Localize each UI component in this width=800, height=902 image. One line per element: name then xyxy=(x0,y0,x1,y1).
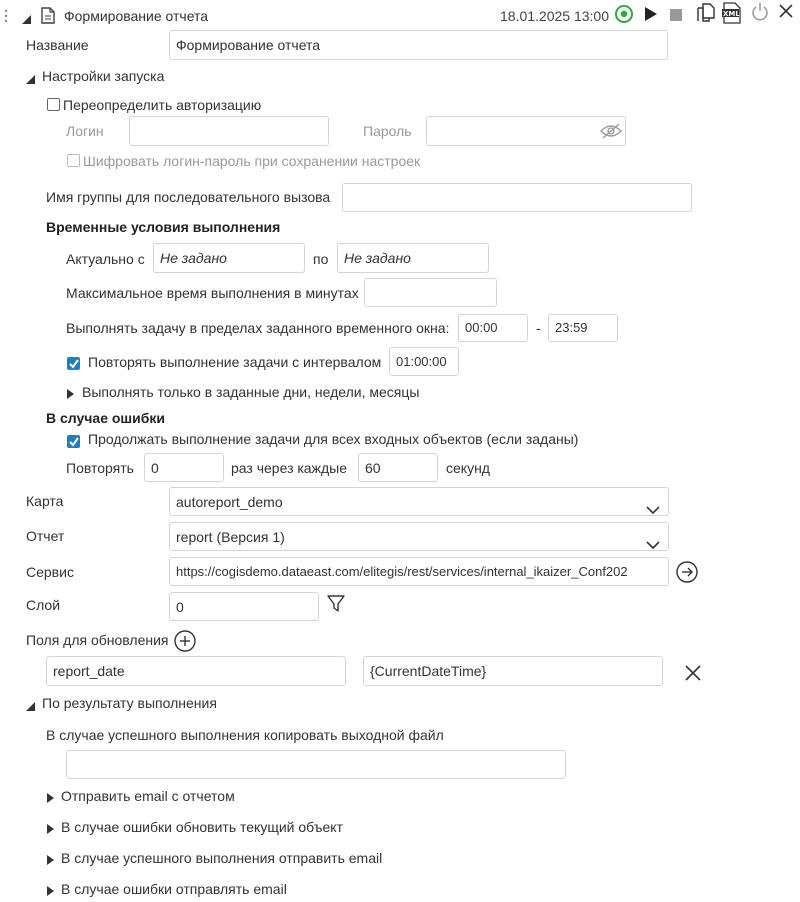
repeat-checkbox[interactable] xyxy=(67,357,80,370)
to-label: по xyxy=(313,251,329,267)
group-name-input[interactable] xyxy=(342,183,692,212)
time-window-from-input[interactable]: 00:00 xyxy=(458,314,528,342)
close-icon[interactable] xyxy=(779,4,793,21)
on-error-heading: В случае ошибки xyxy=(46,410,165,426)
override-auth-label: Переопределить авторизацию xyxy=(63,97,262,113)
retry-seconds-input[interactable]: 60 xyxy=(358,453,438,482)
stop-icon[interactable] xyxy=(670,8,682,24)
expand-icon[interactable] xyxy=(47,821,54,837)
svg-text:XML: XML xyxy=(723,10,740,18)
map-select-value: autoreport_demo xyxy=(176,494,283,510)
update-on-error-item[interactable]: В случае ошибки обновить текущий объект xyxy=(61,819,343,835)
chevron-down-icon xyxy=(646,496,660,516)
encrypt-checkbox[interactable] xyxy=(67,154,80,167)
copy-output-label: В случае успешного выполнения копировать выходной файл xyxy=(46,727,444,743)
repeat-label: Повторять выполнение задачи с интервалом xyxy=(88,354,382,370)
report-label: Отчет xyxy=(26,528,65,544)
map-select[interactable] xyxy=(169,487,669,516)
layer-input[interactable]: 0 xyxy=(169,592,319,621)
time-window-to-input[interactable]: 23:59 xyxy=(548,314,618,342)
status-active-icon xyxy=(614,4,634,27)
collapse-triangle-icon[interactable] xyxy=(22,11,31,27)
filter-icon[interactable] xyxy=(327,595,345,616)
expand-icon[interactable] xyxy=(47,852,54,868)
fields-label: Поля для обновления xyxy=(26,632,169,648)
override-auth-checkbox[interactable] xyxy=(47,98,60,111)
time-window-label: Выполнять задачу в пределах заданного временного окна: xyxy=(66,320,450,336)
document-icon xyxy=(41,7,55,27)
login-input[interactable] xyxy=(129,116,329,146)
field-name-input[interactable]: report_date xyxy=(46,656,346,686)
days-weeks-months-label[interactable]: Выполнять только в заданные дни, недели, месяцы xyxy=(82,384,420,400)
name-label: Название xyxy=(26,37,89,53)
task-datetime: 18.01.2025 13:00 xyxy=(500,8,609,24)
email-on-error-item[interactable]: В случае ошибки отправлять email xyxy=(61,881,287,897)
launch-settings-header[interactable]: Настройки запуска xyxy=(42,68,165,84)
encrypt-label: Шифровать логин-пароль при сохранении настроек xyxy=(83,153,421,169)
repeat-interval-input[interactable]: 01:00:00 xyxy=(389,347,459,376)
actual-from-label: Актуально с xyxy=(66,251,145,267)
time-conditions-heading: Временные условия выполнения xyxy=(46,219,281,235)
power-icon[interactable] xyxy=(750,2,770,25)
retry-every-label: раз через каждые xyxy=(231,460,347,476)
email-on-success-item[interactable]: В случае успешного выполнения отправить email xyxy=(61,850,383,866)
copy-output-input[interactable] xyxy=(66,750,566,779)
service-input[interactable]: https://cogisdemo.dataeast.com/elitegis/rest/services/internal_ikaizer_Conf202 xyxy=(169,557,669,586)
name-input[interactable]: Формирование отчета xyxy=(169,30,668,60)
section-expanded-icon[interactable] xyxy=(26,698,35,714)
xml-export-icon[interactable] xyxy=(722,2,742,27)
section-expanded-icon[interactable] xyxy=(26,71,35,87)
password-input[interactable] xyxy=(426,116,626,146)
seconds-label: секунд xyxy=(446,460,490,476)
actual-to-input[interactable]: Не задано xyxy=(337,243,489,273)
login-label: Логин xyxy=(66,123,104,139)
password-label: Пароль xyxy=(363,123,412,139)
expand-icon[interactable] xyxy=(47,790,54,806)
copy-icon[interactable] xyxy=(697,3,715,26)
group-name-label: Имя группы для последовательного вызова xyxy=(46,189,331,205)
max-time-label: Максимальное время выполнения в минутах xyxy=(66,285,359,301)
layer-label: Слой xyxy=(26,597,61,613)
add-field-icon[interactable] xyxy=(174,630,196,655)
drag-handle-icon[interactable] xyxy=(4,9,8,26)
retry-label: Повторять xyxy=(66,460,134,476)
report-select-value: report (Версия 1) xyxy=(176,529,285,545)
continue-checkbox[interactable] xyxy=(67,435,80,448)
play-icon[interactable] xyxy=(644,6,658,25)
time-window-dash: - xyxy=(536,320,541,336)
service-label: Сервис xyxy=(26,564,74,580)
result-section-header[interactable]: По результату выполнения xyxy=(42,695,217,711)
send-email-report-item[interactable]: Отправить email с отчетом xyxy=(61,788,235,804)
hide-password-icon[interactable] xyxy=(600,123,622,142)
actual-from-input[interactable]: Не задано xyxy=(153,243,305,273)
field-value-input[interactable]: {CurrentDateTime} xyxy=(363,656,663,686)
task-title: Формирование отчета xyxy=(64,8,209,24)
expand-icon[interactable] xyxy=(47,883,54,899)
retry-count-input[interactable]: 0 xyxy=(144,453,224,482)
expand-days-icon[interactable] xyxy=(67,386,74,402)
chevron-down-icon xyxy=(646,531,660,551)
navigate-arrow-icon[interactable] xyxy=(676,561,698,586)
report-select[interactable] xyxy=(169,522,669,551)
remove-field-icon[interactable] xyxy=(685,665,701,684)
continue-label: Продолжать выполнение задачи для всех входных объектов (если заданы) xyxy=(88,431,579,447)
max-time-input[interactable] xyxy=(364,278,497,307)
map-label: Карта xyxy=(26,493,64,509)
